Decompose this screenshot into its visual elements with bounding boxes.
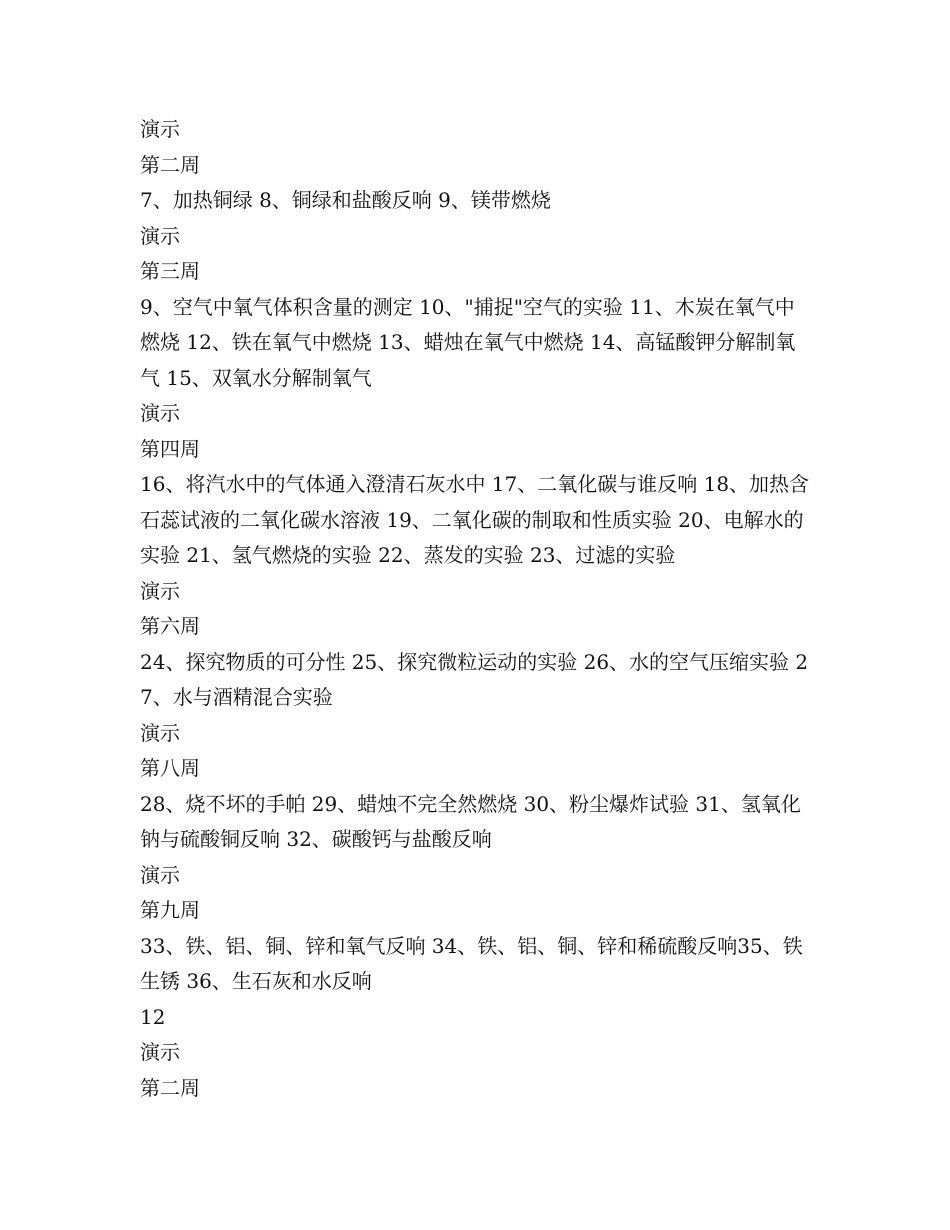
experiment-list: 24、探究物质的可分性 25、探究微粒运动的实验 26、水的空气压缩实验 27、水与酒精混合实验 [140, 649, 809, 709]
page-number-text: 12 [140, 1004, 166, 1029]
document-body [140, 112, 812, 1106]
text-line: 演示 [140, 578, 180, 603]
week-heading: 第三周 [140, 259, 200, 283]
week-heading: 第四周 [140, 436, 200, 461]
experiment-list: 16、将汽水中的气体通入澄清石灰水中 17、二氧化碳与谁反响 18、加热含石蕊试液的二氧化碳水溶液 19、二氧化碳的制取和性质实验 20、电解水的实验 21、氢气燃烧的实验 22、蒸发的实验 23、过滤的实验 [140, 472, 810, 567]
week-heading: 第六周 [140, 614, 200, 638]
text-line: 演示 [140, 223, 180, 248]
experiment-list: 7、加热铜绿 8、铜绿和盐酸反响 9、镁带燃烧 [140, 188, 551, 212]
text-line: 演示 [140, 862, 180, 887]
week-heading: 第九周 [140, 898, 200, 922]
week-heading: 第二周 [140, 1075, 200, 1100]
week-heading: 第二周 [140, 152, 200, 177]
text-line: 演示 [140, 117, 180, 141]
week-heading: 第八周 [140, 756, 200, 780]
experiment-list: 9、空气中氧气体积含量的测定 10、"捕捉"空气的实验 11、木炭在氧气中燃烧 12、铁在氧气中燃烧 13、蜡烛在氧气中燃烧 14、高锰酸钾分解制氧气 15、双氧水分解制氧气 [140, 294, 796, 390]
experiment-list: 28、烧不坏的手帕 29、蜡烛不完全然燃烧 30、粉尘爆炸试验 31、氢氧化钠与硫酸铜反响 32、碳酸钙与盐酸反响 [140, 791, 801, 851]
experiment-list: 33、铁、铝、铜、锌和氧气反响 34、铁、铝、铜、锌和稀硫酸反响35、铁生锈 36、生石灰和水反响 [140, 933, 803, 993]
text-line: 演示 [140, 1040, 180, 1064]
text-line: 演示 [140, 720, 180, 745]
text-line: 演示 [140, 401, 180, 425]
